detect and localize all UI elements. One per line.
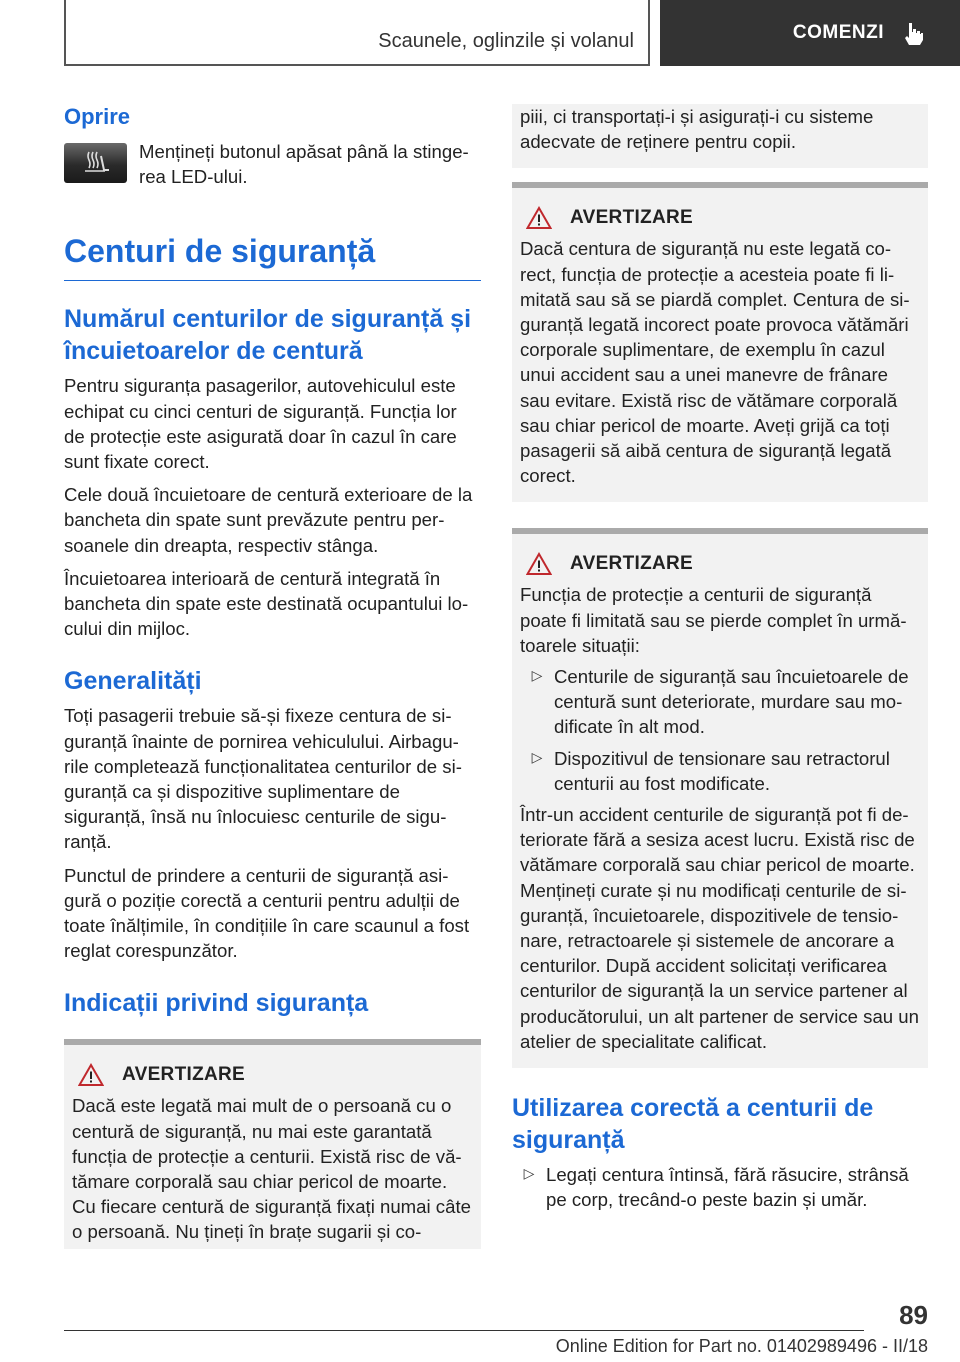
page-number: 89 bbox=[899, 1300, 928, 1330]
list-item-text: Centurile de siguranță sau încuietoarele de centură sunt deteriorate, murdare sau mo-dificate în alt mod. bbox=[554, 666, 909, 738]
warning-box-1-continued bbox=[512, 104, 928, 168]
paragraph: Toți pasagerii trebuie să-și fixeze centura de si-guranță înainte de pornirea vehiculului. Airbagu-rile completează funcționalitatea centurilor de si-guranță ca și dispozitive suplimentare de siguranță, însă nu înlocuiesc centurile de sigu-ranță. bbox=[64, 705, 462, 853]
heading-indicatii: Indicații privind siguranța bbox=[64, 989, 369, 1018]
list-item bbox=[520, 746, 920, 796]
body-numar-centuri bbox=[64, 373, 481, 641]
warning-header bbox=[526, 552, 920, 576]
heading-numar-centuri: Numărul centurilor de siguranță și încuietoarelor de centură bbox=[64, 305, 472, 366]
oprire-row bbox=[64, 139, 481, 189]
list-item-text: Dispozitivul de tensionare sau retractorul centurii au fost modificate. bbox=[554, 747, 890, 794]
seat-heating-button-icon bbox=[64, 143, 127, 183]
heading-utilizare: Utilizarea corectă a centurii de siguranță bbox=[512, 1094, 874, 1155]
oprire-text: Mențineți butonul apăsat până la stinge-rea LED-ului. bbox=[139, 141, 469, 188]
right-column bbox=[512, 104, 928, 1213]
header-section-box bbox=[64, 0, 650, 66]
section-title-centuri: Centuri de siguranță bbox=[64, 233, 481, 281]
warning-label: AVERTIZARE bbox=[122, 1064, 245, 1086]
list-item-text: Legați centura întinsă, fără răsucire, strânsă pe corp, trecând-o peste bazin și umăr. bbox=[546, 1164, 909, 1211]
warning-header bbox=[526, 206, 920, 230]
warning-label: AVERTIZARE bbox=[570, 553, 693, 575]
list-item bbox=[520, 664, 920, 740]
warning-triangle-icon bbox=[78, 1063, 104, 1087]
paragraph: Cele două încuietoare de centură exterioare de la bancheta din spate sunt prevăzute pentru per-soanele din dreapta, respectiv stânga. bbox=[64, 484, 473, 556]
heading-generalitati: Generalități bbox=[64, 667, 202, 696]
warning-triangle-icon bbox=[526, 206, 552, 230]
warning-text: Dacă este legată mai mult de o persoană cu o centură de siguranță, nu mai este garantată funcția de protecție a centurii. Există risc de vă-tămare corporală sau chiar pericol de moarte. Cu fiecare centură de siguranță fixați numai câte o persoană. Nu țineți în brațe sugarii și co- bbox=[72, 1095, 471, 1243]
nav-comenzi-label: COMENZI bbox=[792, 22, 884, 43]
hand-pointer-icon bbox=[900, 20, 926, 46]
nav-comenzi-button[interactable] bbox=[660, 0, 960, 66]
warning-text: Dacă centura de siguranță nu este legată co-rect, funcția de protecție a acesteia poate fi li-mitată sau să se piardă complet. Centura de si-guranță legată incorect poate provoca vătămări corporale suplimentare, de exemplu în cazul unui accident sau a unei manevre de frânare sau evitare. Există risc de vătămare corporală sau chiar pericol de moarte. Aveți grijă ca toți pasagerii să aibă centura de siguranță legată corect. bbox=[520, 238, 910, 487]
left-column bbox=[64, 100, 481, 1249]
paragraph: Încuietoarea interioară de centură integrată în bancheta din spate este destinată ocupantului lo-cului din mijloc. bbox=[64, 567, 469, 640]
paragraph: Punctul de prindere a centurii de siguranță asi-gură o poziție corectă a centurii pentru adulții de toate înălțimile, în condițiile în care scaunul a fost reglat corespunzător. bbox=[64, 864, 470, 962]
warning-intro: Funcția de protecție a centurii de siguranță poate fi limitată sau se pierde complet în urmă-toarele situații: bbox=[520, 584, 907, 656]
warning-header bbox=[78, 1063, 473, 1087]
paragraph: Pentru siguranța pasagerilor, autovehiculul este echipat cu cinci centuri de siguranță. Funcția lor de protecție este asigurată doar în cazul în care sunt fixate corect. bbox=[64, 375, 457, 473]
warning-text: Într-un accident centurile de siguranță pot fi de-teriorate fără a sesiza acest lucru. Există risc de vătămare corporală sau chiar pericol de moarte. Mențineți curate și nu modificați centurile de si-guranță, încuietoarele, dispozitivele de tensio-nare, retractoarele și sistemele de ancorare a centurilor. După accident solicitați verificarea centurilor de siguranță la un service partener al producătorului, un alt partener de service sau un atelier de specialitate calificat. bbox=[520, 804, 919, 1052]
header-section-title: Scaunele, oglinzile și volanul bbox=[378, 30, 634, 52]
list-item bbox=[512, 1162, 928, 1212]
bullet-triangle-icon: ▷ bbox=[531, 748, 543, 765]
footer-divider bbox=[64, 1330, 864, 1331]
bullet-triangle-icon: ▷ bbox=[523, 1165, 535, 1182]
oprire-heading: Oprire bbox=[64, 104, 131, 129]
body-generalitati bbox=[64, 703, 481, 963]
warning-label: AVERTIZARE bbox=[570, 207, 693, 229]
warning-box-2 bbox=[512, 182, 928, 502]
bullet-triangle-icon: ▷ bbox=[531, 667, 543, 684]
warning-box-3 bbox=[512, 528, 928, 1068]
warning-box-1 bbox=[64, 1039, 481, 1248]
footer-edition: Online Edition for Part no. 01402989496 - II/18 bbox=[555, 1336, 928, 1356]
warning-triangle-icon bbox=[526, 552, 552, 576]
warning-text-continued: piii, ci transportați-i și asigurați-i cu sisteme adecvate de reținere pentru copii. bbox=[520, 106, 874, 153]
